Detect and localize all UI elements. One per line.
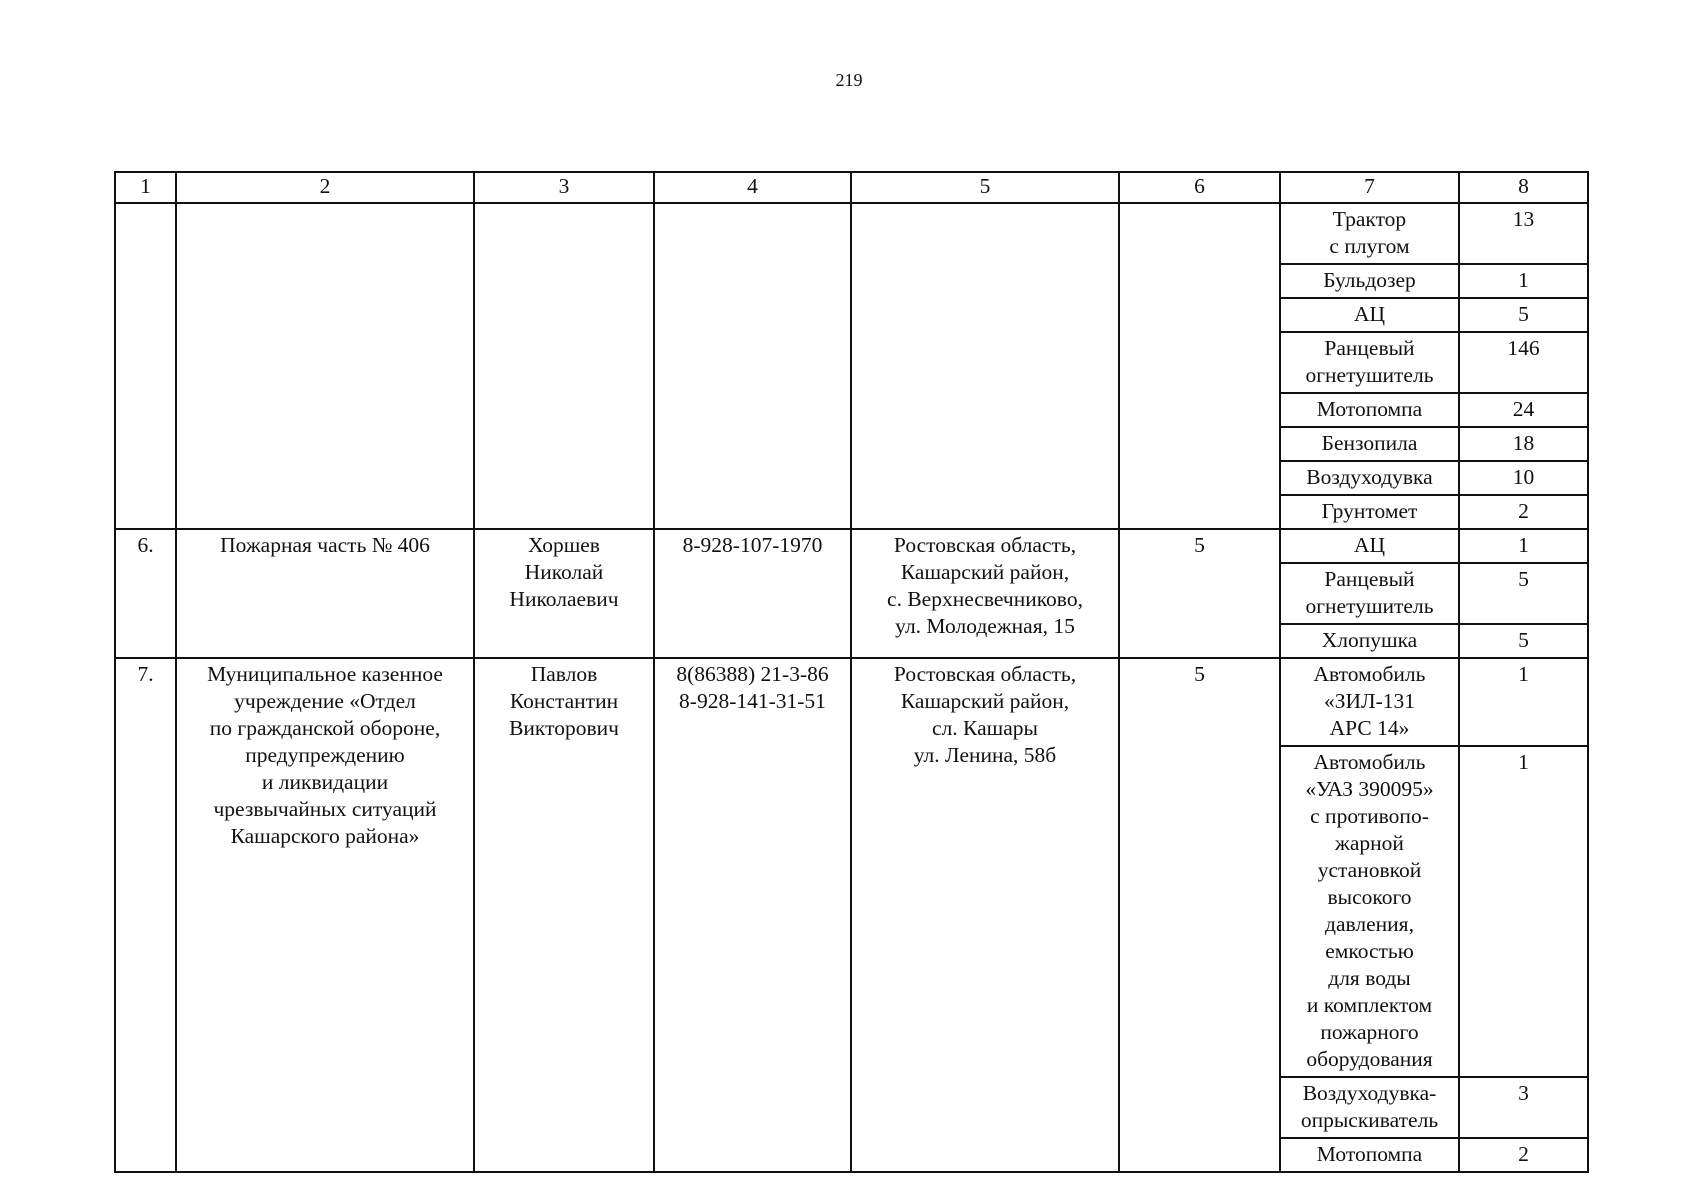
cell-col6	[1119, 203, 1280, 529]
cell-equipment-name: Воздуходувка- опрыскиватель	[1280, 1077, 1459, 1138]
cell-head	[474, 203, 654, 529]
cell-equipment-qty: 2	[1459, 495, 1588, 529]
cell-equipment-qty: 2	[1459, 1138, 1588, 1172]
cell-equipment-name: Автомобиль «ЗИЛ-131 АРС 14»	[1280, 658, 1459, 746]
cell-num: 7.	[115, 658, 176, 1172]
cell-phone: 8-928-107-1970	[654, 529, 851, 658]
column-header: 1	[115, 172, 176, 203]
cell-num	[115, 203, 176, 529]
cell-equipment-name: АЦ	[1280, 529, 1459, 563]
cell-equipment-name: Ранцевый огнетушитель	[1280, 563, 1459, 624]
column-header: 7	[1280, 172, 1459, 203]
cell-equipment-qty: 13	[1459, 203, 1588, 264]
cell-equipment-qty: 1	[1459, 658, 1588, 746]
cell-equipment-name: Воздуходувка	[1280, 461, 1459, 495]
page-number: 219	[835, 70, 863, 90]
equipment-table	[114, 171, 1589, 1173]
cell-equipment-qty: 18	[1459, 427, 1588, 461]
cell-equipment-name: Бульдозер	[1280, 264, 1459, 298]
cell-address: Ростовская область, Кашарский район, сл. Кашары ул. Ленина, 58б	[851, 658, 1119, 1172]
cell-equipment-name: Ранцевый огнетушитель	[1280, 332, 1459, 393]
cell-phone	[654, 203, 851, 529]
cell-equipment-qty: 3	[1459, 1077, 1588, 1138]
table-row	[115, 203, 1588, 264]
table-row	[115, 658, 1588, 746]
column-header: 8	[1459, 172, 1588, 203]
cell-equipment-qty: 5	[1459, 298, 1588, 332]
cell-equipment-name: Хлопушка	[1280, 624, 1459, 658]
cell-organization	[176, 203, 474, 529]
column-header: 5	[851, 172, 1119, 203]
cell-num: 6.	[115, 529, 176, 658]
table-row	[115, 529, 1588, 563]
cell-phone: 8(86388) 21-3-86 8-928-141-31-51	[654, 658, 851, 1172]
cell-equipment-name: АЦ	[1280, 298, 1459, 332]
column-header: 4	[654, 172, 851, 203]
cell-equipment-name: Мотопомпа	[1280, 1138, 1459, 1172]
cell-equipment-qty: 1	[1459, 264, 1588, 298]
cell-equipment-qty: 5	[1459, 624, 1588, 658]
cell-equipment-qty: 24	[1459, 393, 1588, 427]
cell-equipment-qty: 146	[1459, 332, 1588, 393]
column-header: 2	[176, 172, 474, 203]
cell-organization: Пожарная часть № 406	[176, 529, 474, 658]
cell-head: Павлов Константин Викторович	[474, 658, 654, 1172]
cell-equipment-qty: 5	[1459, 563, 1588, 624]
cell-equipment-name: Бензопила	[1280, 427, 1459, 461]
cell-equipment-qty: 1	[1459, 529, 1588, 563]
cell-equipment-qty: 1	[1459, 746, 1588, 1077]
cell-equipment-qty: 10	[1459, 461, 1588, 495]
cell-address: Ростовская область, Кашарский район, с. Верхнесвечниково, ул. Молодежная, 15	[851, 529, 1119, 658]
cell-address	[851, 203, 1119, 529]
column-header: 3	[474, 172, 654, 203]
column-header: 6	[1119, 172, 1280, 203]
cell-col6: 5	[1119, 658, 1280, 1172]
table-header-row	[115, 172, 1588, 203]
cell-equipment-name: Мотопомпа	[1280, 393, 1459, 427]
cell-equipment-name: Автомобиль «УАЗ 390095» с противопо- жарной установкой высокого давления, емкостью для воды и комплектом пожарного оборудования	[1280, 746, 1459, 1077]
cell-equipment-name: Грунтомет	[1280, 495, 1459, 529]
cell-equipment-name: Трактор с плугом	[1280, 203, 1459, 264]
cell-col6: 5	[1119, 529, 1280, 658]
cell-organization: Муниципальное казенное учреждение «Отдел по гражданской обороне, предупреждению и ликвидации чрезвычайных ситуаций Кашарского района»	[176, 658, 474, 1172]
cell-head: Хоршев Николай Николаевич	[474, 529, 654, 658]
